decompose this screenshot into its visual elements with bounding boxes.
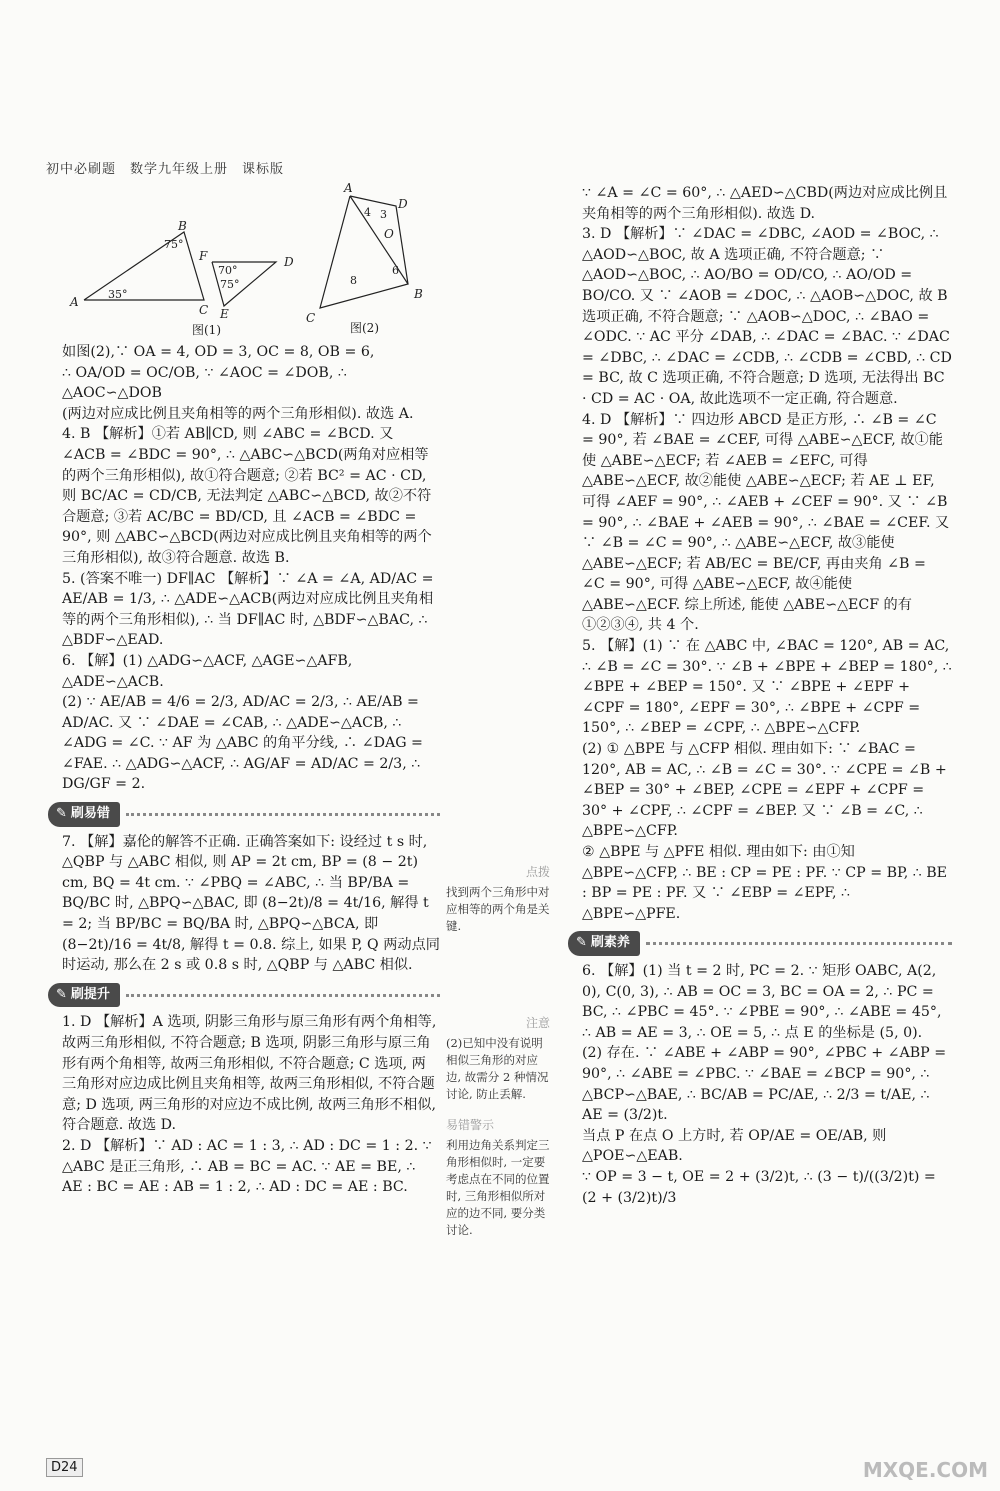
page-number: D24 (46, 1458, 83, 1477)
fig1-label-f: F (199, 249, 208, 263)
fig2-seg-3: 3 (380, 208, 387, 221)
left3-para-0: 1. D 【解析】A 选项, 阴影三角形与原三角形有两个角相等, 故两三角形相似, 不符合题意; B 选项, 阴影三角形与原三角形有两个角相等, 故两三角形相似, 不符合题意; C 选项, 两三角形对应边成比例且夹角相等, 故两三角形相似, 不符合题意; D 选项, 两三角形的对应边不成比例, 故两三角形不相似, 符合题意. 故选 D. (62, 1014, 437, 1134)
section-suyang-label: ✎ 刷素养 (568, 931, 640, 956)
left-para-3: 4. B 【解析】①若 AB∥CD, 则 ∠ABC = ∠BCD. 又 ∠ACB = ∠BDC = 90°, ∴ △ABC∽△BCD(两角对应相等的两个三角形相似), 故①符合题意; ②若 BC² = AC · CD, 则 BC/AC = CD/CB, 无法判定 △ABC∽△BCD, 故②不符合题意; ③若 AC/BC = BD/CD, 且 ∠ACB = ∠BDC = 90°, 则 △ABC∽△BCD(两边对应成比例且夹角相等的两个三角形相似), 故③符合题意. 故选 B. (62, 426, 432, 566)
right-para-3: 5. 【解】(1) ∵ 在 △ABC 中, ∠BAC = 120°, AB = AC, ∴ ∠B = ∠C = 30°. ∵ ∠B + ∠BPE + ∠BEP = 180°, ∴ ∠BPE + ∠BEP = 150°. 又 ∵ ∠BPE + ∠EPF + ∠CPF = 180°, ∠EPF = 30°, ∴ ∠BPE + ∠CPF = 150°, ∴ ∠BEP = ∠CPF, ∴ △BPE∽△CFP. (582, 638, 952, 737)
note-text-0: 找到两个三角形中对应相等的两个角是关键. (446, 885, 550, 933)
note-title-1: 注意 (525, 1016, 550, 1030)
fig1-angle-f2: 75° (220, 278, 240, 291)
section-tisheng-label: ✎ 刷提升 (48, 983, 120, 1008)
left-para-5: 6. 【解】(1) △ADG∽△ACF, △AGE∽△AFB, △ADE∽△ACB. (62, 652, 353, 690)
watermark: MXQE.COM (862, 1458, 988, 1482)
left-column (62, 342, 440, 1198)
section-yicuo (48, 802, 440, 827)
right-para-0: ∵ ∠A = ∠C = 60°, ∴ △AED∽△CBD(两边对应成比例且夹角相等的两个三角形相似). 故选 D. (582, 185, 948, 222)
figure-2 (298, 180, 438, 340)
fig1-caption: 图(1) (192, 323, 221, 337)
fig2-label-a: A (344, 181, 353, 195)
figure-1 (66, 218, 316, 338)
note-title-2: 易错警示 (446, 1118, 495, 1132)
right2-para-0: 6. 【解】(1) 当 t = 2 时, PC = 2. ∵ 矩形 OABC, A(2, 0), C(0, 3), ∴ AB = OC = 3, BC = OA = 2, ∴ PC = BC, ∴ ∠PBC = 45°. ∵ ∠PBE = 90°, ∴ ∠ABE = 45°, ∴ AB = AE = 3, ∴ OE = 5, ∴ 点 E 的坐标是 (5, 0). (582, 962, 942, 1041)
left2-para-0: 7. 【解】嘉伦的解答不正确. 正确答案如下: 设经过 t s 时, △QBP 与 △ABC 相似, 则 AP = 2t cm, BP = (8 − 2t) cm, BQ = 4t cm. ∵ ∠PBQ = ∠ABC, ∴ 当 BP/BA = BQ/BC 时, △BPQ∽△BAC, 即 (8−2t)/8 = 4t/16, 解得 t = 2; 当 BP/BC = BQ/BA 时, △BPQ∽△BCA, 即 (8−2t)/16 = 4t/8, 解得 t = 0.8. 综上, 如果 P, Q 两动点同时运动, 那么在 2 s 或 0.8 s 时, △QBP 与 △ABC 相似. (62, 833, 440, 974)
left-para-4: 5. (答案不唯一) DF∥AC 【解析】∵ ∠A = ∠A, AD/AC = AE/AB = 1/3, ∴ △ADE∽△ACB(两边对应成比例且夹角相等的两个三角形相似), ∴ 当 DF∥AC 时, △BDF∽△BAC, ∴ △BDF∽△EAD. (62, 570, 434, 649)
fig1-label-d: D (284, 255, 294, 269)
fig2-seg-8: 8 (350, 274, 357, 287)
fig1-label-c: C (199, 303, 209, 317)
right-para-1: 3. D 【解析】∵ ∠DAC = ∠DBC, ∠AOD = ∠BOC, ∴ △AOD∽△BOC, 故 A 选项正确, 不符合题意; ∵ △AOD∽△BOC, ∴ AO/BO = OD/CO, ∴ AO/OD = BO/CO. 又 ∵ ∠AOB = ∠DOC, ∴ △AOB∽△DOC, 故 B 选项正确, 不符合题意; ∵ △AOB∽△DOC, ∴ ∠BAO = ∠ODC. ∵ AC 平分 ∠DAB, ∴ ∠DAC = ∠BAC. ∵ ∠DAC = ∠DBC, ∴ ∠DAC = ∠CDB, ∴ ∠CDB = ∠CBD, ∴ CD = BC, 故 C 选项正确, 不符合题意; D 选项, 无法得出 BC · CD = AC · OA, 故此选项不一定正确, 符合题意. (582, 226, 952, 407)
right-para-5: ② △BPE 与 △PFE 相似. 理由如下: 由①知 △BPE∽△CFP, ∴ BE : CP = PE : PF. ∵ CP = BP, ∴ BE : BP = PE : PF. 又 ∵ ∠EBP = ∠EPF, ∴ △BPE∽△PFE. (582, 844, 948, 922)
section-suyang (568, 931, 952, 956)
fig1-label-a: A (70, 295, 79, 309)
fig1-label-e: E (220, 307, 229, 321)
left-para-0: 如图(2),∵ OA = 4, OD = 3, OC = 8, OB = 6, (62, 344, 375, 360)
note-text-1: (2)已知中没有说明相似三角形的对应边, 故需分 2 种情况讨论, 防止丢解. (446, 1036, 549, 1101)
right-para-2: 4. D 【解析】∵ 四边形 ABCD 是正方形, ∴ ∠B = ∠C = 90°, 若 ∠BAE = ∠CEF, 可得 △ABE∽△ECF, 故①能使 △ABE∽△ECF; 若 ∠AEB = ∠EFC, 可得 △ABE∽△ECF, 故②能使 △ABE∽△ECF; 若 AE ⊥ EF, 可得 ∠AEF = 90°, ∴ ∠AEB + ∠CEF = 90°. 又 ∵ ∠B = 90°, ∴ ∠BAE + ∠AEB = 90°, ∴ ∠BAE = ∠CEF. 又 ∵ ∠B = ∠C = 90°, ∴ △ABE∽△ECF, 故③能使 △ABE∽△ECF; 若 AB/EC = BE/CF, 再由夹角 ∠B = ∠C = 90°, 可得 △ABE∽△ECF, 故④能使 △ABE∽△ECF. 综上所述, 能使 △ABE∽△ECF 的有①②③④, 共 4 个. (582, 411, 950, 634)
page-header: 初中必刷题 数学九年级上册 课标版 (46, 162, 285, 177)
fig1-label-b: B (178, 219, 187, 233)
fig2-label-c: C (306, 311, 316, 325)
section-yicuo-label: ✎ 刷易错 (48, 802, 120, 827)
triangle-abc (84, 232, 204, 300)
fig2-caption: 图(2) (350, 321, 379, 335)
right2-para-3: ∵ OP = 3 − t, OE = 2 + (3/2)t, ∴ (3 − t)/((3/2)t) = (2 + (3/2)t)/3 (582, 1168, 936, 1206)
fig1-angle-a: 35° (108, 288, 128, 301)
fig2-seg-4: 4 (364, 206, 371, 219)
right-column (582, 183, 952, 1208)
section-tisheng (48, 983, 440, 1008)
fig2-label-o: O (384, 227, 394, 241)
fig2-label-d: D (398, 197, 408, 211)
right2-para-1: (2) 存在. ∵ ∠ABE + ∠ABP = 90°, ∠PBC + ∠ABP = 90°, ∴ ∠ABE = ∠PBC. ∵ ∠BAE = ∠BCP = 90°, ∴ △BCP∽△BAE, ∴ BC/AB = PC/AE, ∴ 2/3 = t/AE, ∴ AE = (3/2)t. (582, 1045, 947, 1124)
left-para-6: (2) ∵ AE/AB = 4/6 = 2/3, AD/AC = 2/3, ∴ AE/AB = AD/AC. 又 ∵ ∠DAE = ∠CAB, ∴ △ADE∽△ACB, ∴ ∠ADG = ∠C. ∵ AF 为 △ABC 的角平分线, ∴ ∠DAG = ∠FAE. ∴ △ADG∽△ACF, ∴ AG/AF = AD/AC = 2/3, ∴ DG/GF = 2. (62, 694, 423, 793)
left-para-2: (两边对应成比例且夹角相等的两个三角形相似). 故选 A. (62, 405, 414, 422)
fig2-label-b: B (414, 287, 423, 301)
right2-para-2: 当点 P 在点 O 上方时, 若 OP/AE = OE/AB, 则 △POE∽△EAB. (582, 1127, 887, 1165)
left-para-1: ∴ OA/OD = OC/OB, ∵ ∠AOC = ∠DOB, ∴ △AOC∽△DOB (62, 364, 347, 402)
note-text-2: 利用边角关系判定三角形相似时, 一定要考虑点在不同的位置时, 三角形相似所对应的边不同, 要分类讨论. (446, 1138, 550, 1237)
right-para-4: (2) ① △BPE 与 △CFP 相似. 理由如下: ∵ ∠BAC = 120°, AB = AC, ∴ ∠B = ∠C = 30°. ∵ ∠CPE = ∠B + ∠BEP = 30° + ∠BEP, ∠CPE = ∠EPF + ∠CPF = 30° + ∠CPF, ∴ ∠CPF = ∠BEP. 又 ∵ ∠B = ∠C, ∴ △BPE∽△CFP. (582, 741, 947, 840)
margin-notes (446, 858, 550, 1253)
fig1-angle-b: 75° (164, 238, 184, 251)
note-title-0: 点拨 (525, 865, 550, 879)
fig1-angle-f1: 70° (218, 264, 238, 277)
left3-para-1: 2. D 【解析】∵ AD : AC = 1 : 3, ∴ AD : DC = 1 : 2. ∵ △ABC 是正三角形, ∴ AB = BC = AC. ∵ AE = BE, ∴ AE : BC = AE : AB = 1 : 2, ∴ AD : DC = AE : BC. (62, 1137, 432, 1196)
fig2-seg-6: 6 (392, 264, 399, 277)
